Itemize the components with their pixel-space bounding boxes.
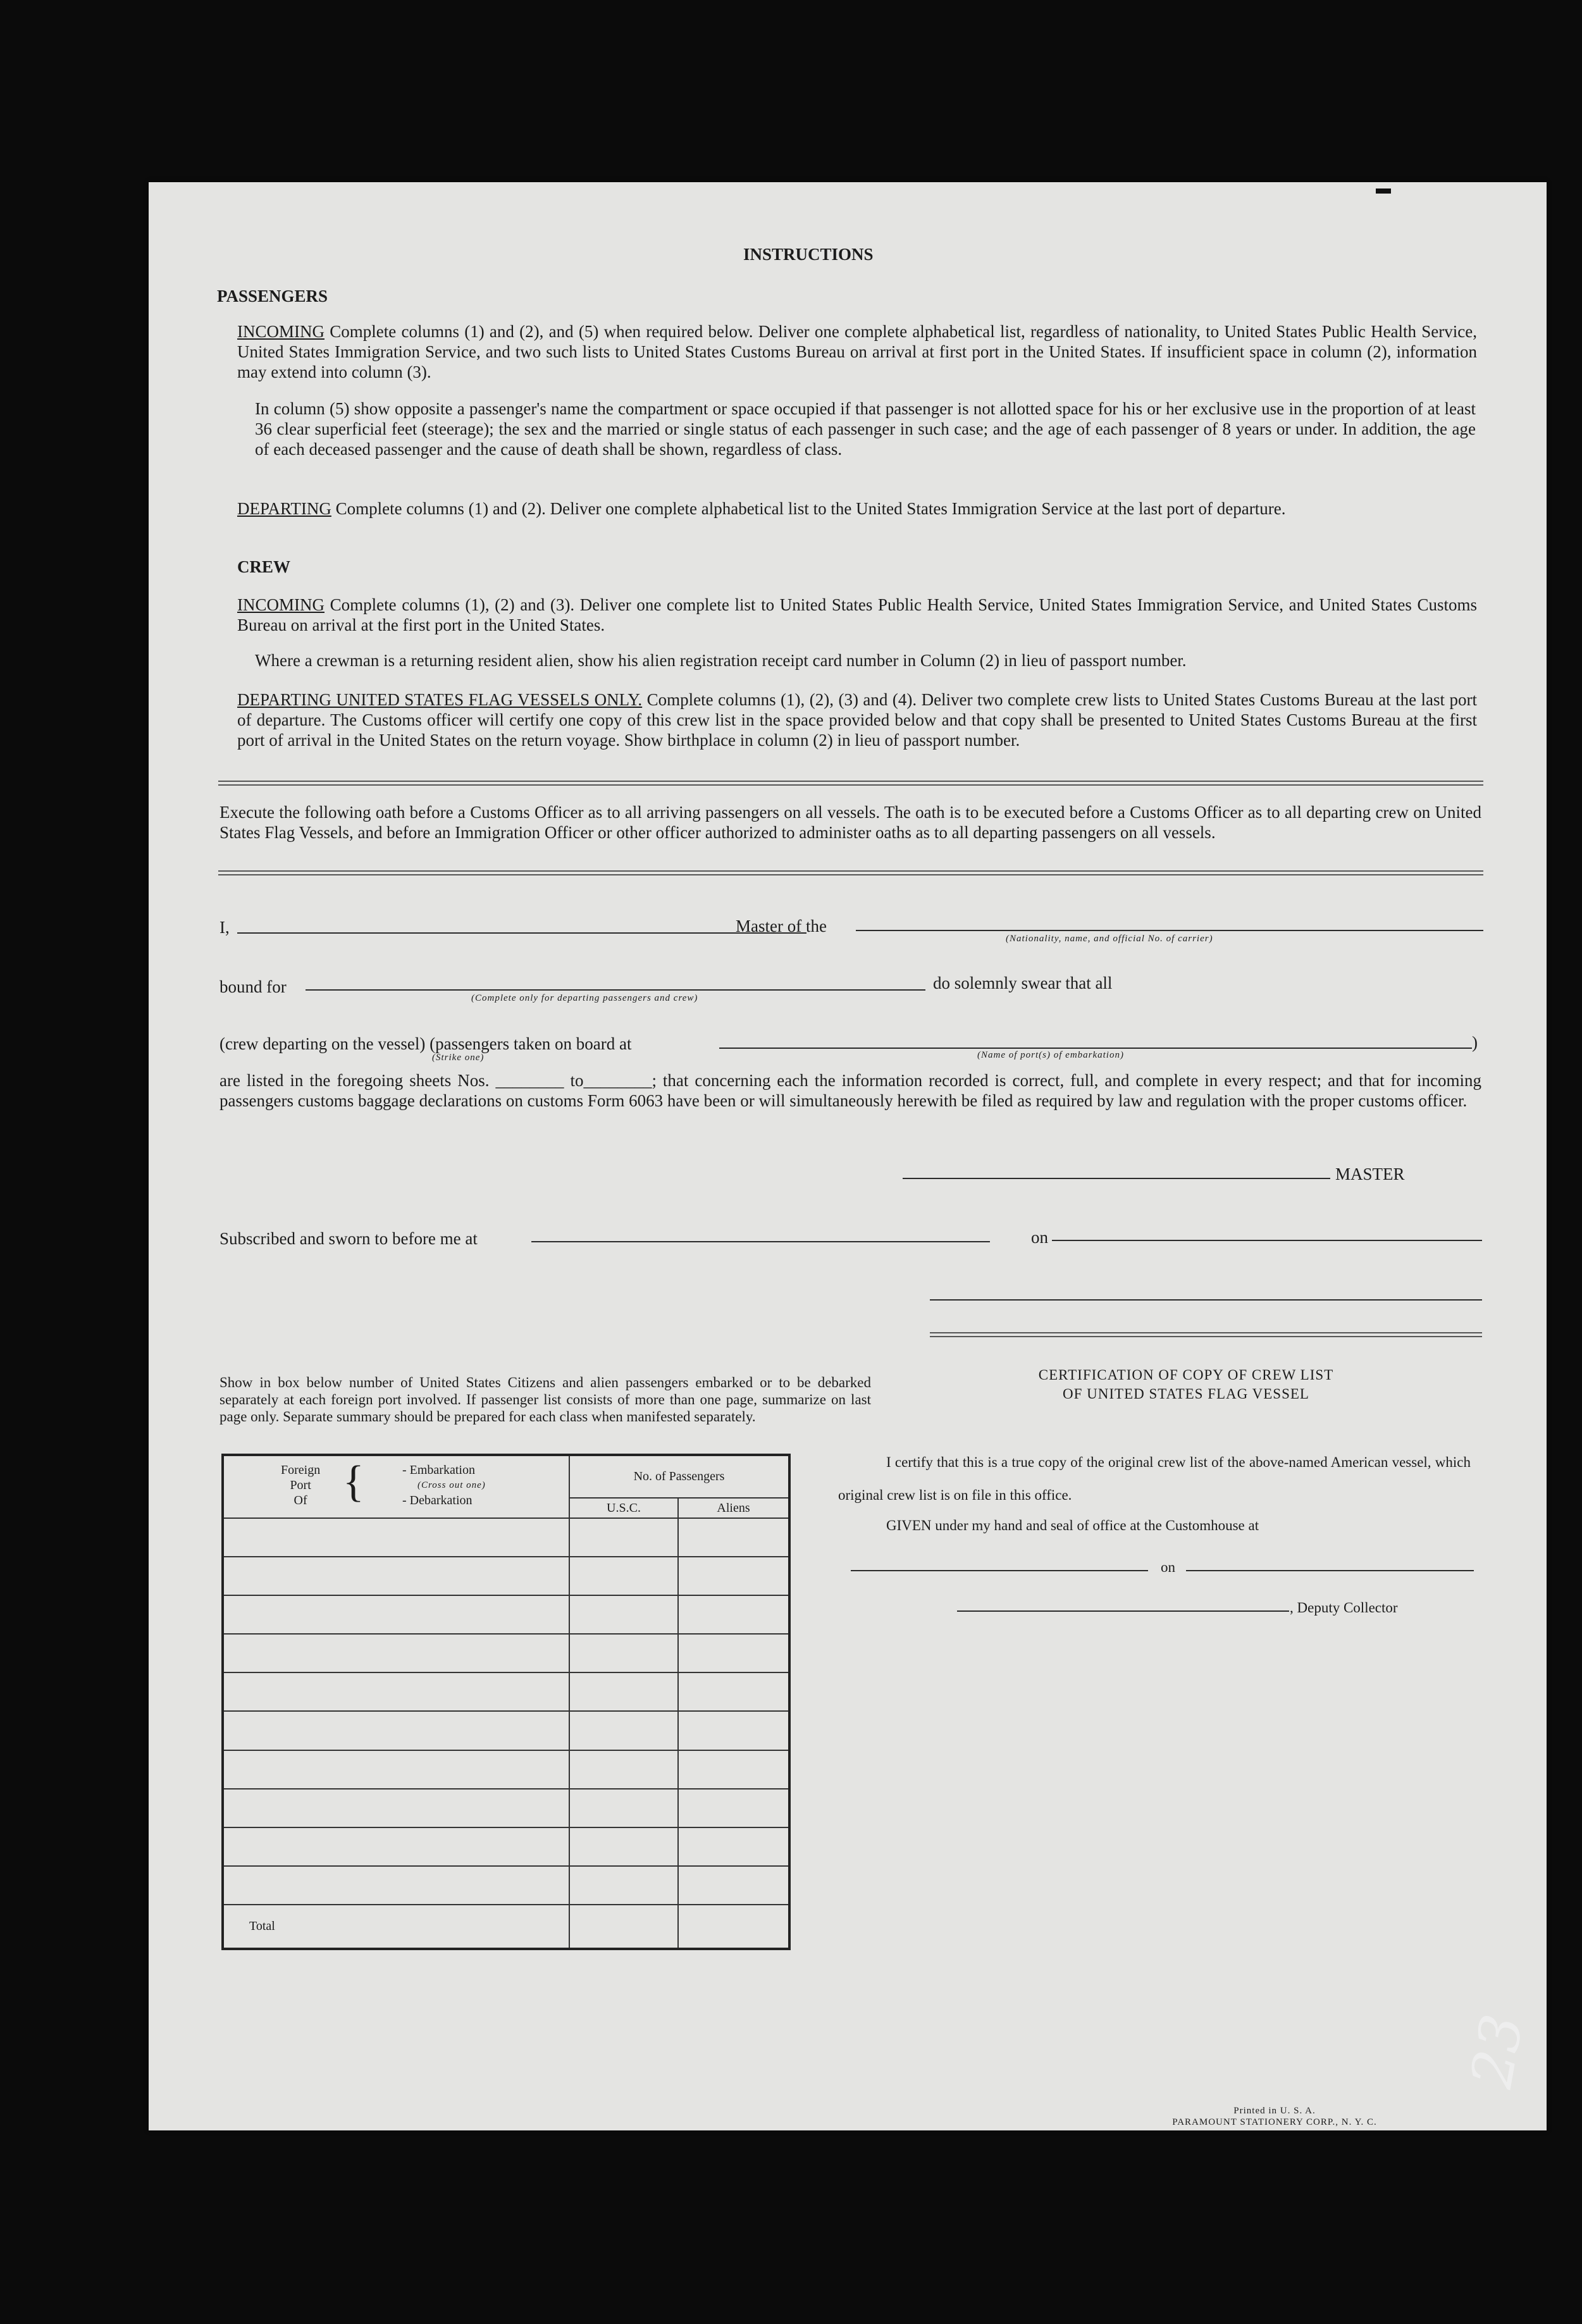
- carrier-caption: (Nationality, name, and official No. of carrier): [1006, 934, 1213, 944]
- swear-label: do solemnly swear that all: [933, 973, 1113, 992]
- passengers-incoming-paragraph: [237, 321, 1477, 382]
- embarkation-port-field[interactable]: [719, 1048, 1472, 1049]
- master-signature-field[interactable]: [903, 1178, 1330, 1179]
- bound-for-label: bound for: [219, 977, 287, 996]
- no-passengers-header: No. of Passengers: [569, 1455, 789, 1498]
- table-row: [223, 1557, 789, 1595]
- table-row: [223, 1789, 789, 1827]
- deputy-signature-field[interactable]: [957, 1610, 1289, 1612]
- printer-line-1: Printed in U. S. A.: [1233, 2106, 1316, 2116]
- carrier-field[interactable]: [856, 930, 1483, 931]
- debarkation-label: - Debarkation: [402, 1493, 473, 1507]
- crew-incoming-text: Complete columns (1), (2) and (3). Deliver one complete list to United States Public Health Service, United States Immigration Service, and United States Customs Bureau on arrival at the first port in the United States.: [237, 595, 1477, 634]
- deputy-collector-label: , Deputy Collector: [1290, 1600, 1398, 1616]
- printer-imprint: [1135, 2105, 1414, 2128]
- returning-alien-paragraph: Where a crewman is a returning resident alien, show his alien registration receipt card number in Column (2) in lieu of passport number.: [255, 651, 1187, 670]
- bound-caption: (Complete only for departing passengers and crew): [471, 993, 698, 1003]
- table-row: [223, 1711, 789, 1750]
- departing-text: Complete columns (1) and (2). Deliver one complete alphabetical list to the United States Immigration Service at the last port of departure.: [331, 499, 1286, 518]
- master-of-the-label: Master of the: [736, 917, 827, 936]
- port-label: Port: [290, 1478, 311, 1492]
- column5-paragraph: In column (5) show opposite a passenger's name the compartment or space occupied if that passenger is not allotted space for his or her exclusive use in the proportion of at least 36 clear superficial feet (steerage); the sex and the married or single status of each passenger in such case; and the age of each passenger of 8 years or under. In addition, the age of each deceased passenger and the cause of death shall be shown, regardless of class.: [255, 399, 1476, 459]
- subscribed-label: Subscribed and sworn to before me at: [219, 1229, 478, 1248]
- crew-incoming-label: INCOMING: [237, 595, 324, 614]
- certification-title-2: OF UNITED STATES FLAG VESSEL: [1063, 1386, 1309, 1402]
- brace-glyph: {: [343, 1457, 364, 1506]
- table-row: [223, 1634, 789, 1672]
- handwritten-page-number: 23: [1458, 2009, 1536, 2093]
- speck-mark: [1376, 189, 1391, 194]
- of-label: Of: [294, 1493, 307, 1507]
- sworn-date-field[interactable]: [1052, 1240, 1482, 1241]
- section-divider: [930, 1332, 1482, 1337]
- section-divider: [218, 781, 1483, 786]
- incoming-text: Complete columns (1) and (2), and (5) when required below. Deliver one complete alphabetical list, regardless of nationality, to United States Public Health Service, United States Immigration Service, and two such lists to United States Customs Bureau on arrival at first port in the United States. If insufficient space in column (2), information may extend into column (3).: [237, 322, 1477, 381]
- table-row: [223, 1595, 789, 1634]
- total-row: [223, 1905, 789, 1949]
- certify-paragraph: I certify that this is a true copy of the original crew list of the above-named American vessel, which original crew list is on file in this office.: [838, 1454, 1471, 1503]
- crew-incoming-paragraph: [237, 595, 1477, 635]
- cert-on-label: on: [1161, 1559, 1175, 1575]
- port-caption: (Name of port(s) of embarkation): [977, 1050, 1124, 1060]
- incoming-label: INCOMING: [237, 322, 324, 341]
- crew-departing-paragraph: [237, 689, 1477, 750]
- listed-paragraph: are listed in the foregoing sheets Nos. ________ to________; that concerning each the information recorded is correct, full, and complete in every respect; and that for incoming passengers customs baggage declarations on customs Form 6063 have been or will simultaneously herewith be filed as required by law and regulation with the proper customs officer.: [219, 1071, 1481, 1110]
- crew-heading: CREW: [237, 557, 291, 576]
- table-row: [223, 1866, 789, 1905]
- table-row: [223, 1750, 789, 1789]
- passengers-departing-paragraph: [237, 498, 1477, 519]
- foreign-label: Foreign: [281, 1463, 321, 1477]
- usc-header: U.S.C.: [569, 1498, 678, 1518]
- master-name-field[interactable]: [237, 932, 806, 934]
- cross-out-label: (Cross out one): [417, 1480, 486, 1490]
- aliens-header: Aliens: [678, 1498, 789, 1518]
- crew-departing-label: DEPARTING UNITED STATES FLAG VESSELS ONLY.: [237, 690, 643, 709]
- strike-one-caption: (Strike one): [432, 1053, 485, 1063]
- officer-signature-field[interactable]: [930, 1299, 1482, 1301]
- departing-label: DEPARTING: [237, 499, 331, 518]
- sworn-on-label: on: [1031, 1228, 1048, 1247]
- total-label: Total: [223, 1905, 569, 1949]
- page-title: INSTRUCTIONS: [743, 245, 874, 264]
- table-row: [223, 1827, 789, 1866]
- sworn-place-field[interactable]: [531, 1241, 990, 1242]
- summary-intro: Show in box below number of United States Citizens and alien passengers embarked or to be debarked separately at each foreign port involved. If passenger list consists of more than one page, summarize on last page only. Separate summary should be prepared for each class when manifested separately.: [219, 1375, 871, 1425]
- crew-departing-label: (crew departing on the vessel) (passengers taken on board at: [219, 1034, 632, 1053]
- given-label: GIVEN under my hand and seal of office at the Customhouse at: [886, 1517, 1259, 1533]
- table-row: [223, 1672, 789, 1711]
- cert-date-field[interactable]: [1186, 1570, 1474, 1571]
- form-page: [149, 182, 1547, 2130]
- certification-title-1: CERTIFICATION OF COPY OF CREW LIST: [1038, 1367, 1334, 1383]
- bound-for-field[interactable]: [306, 989, 925, 991]
- passenger-summary-table: [221, 1454, 791, 1950]
- close-paren: ): [1472, 1033, 1478, 1052]
- crew-departing-text: Complete columns (1), (2), (3) and (4). Deliver two complete crew lists to United States Customs Bureau at the last port of departure. The Customs officer will certify one copy of this crew list in the space provided below and that copy shall be presented to United States Customs Bureau at the first port of arrival in the United States on the return voyage. Show birthplace in column (2) in lieu of passport number.: [237, 690, 1477, 750]
- passengers-heading: PASSENGERS: [217, 287, 328, 306]
- i-label: I,: [219, 918, 230, 937]
- section-divider: [218, 870, 1483, 875]
- master-label: MASTER: [1335, 1165, 1405, 1184]
- oath-intro: Execute the following oath before a Customs Officer as to all arriving passengers on all vessels. The oath is to be executed before a Customs Officer as to all departing crew on United States Flag Vessels, and before an Immigration Officer or other officer authorized to administer oaths as to all departing passengers on all vessels.: [219, 803, 1481, 842]
- port-header: [223, 1455, 569, 1518]
- printer-line-2: PARAMOUNT STATIONERY CORP., N. Y. C.: [1172, 2117, 1377, 2127]
- customhouse-field[interactable]: [851, 1570, 1148, 1571]
- table-row: [223, 1518, 789, 1557]
- embarkation-label: - Embarkation: [402, 1463, 475, 1477]
